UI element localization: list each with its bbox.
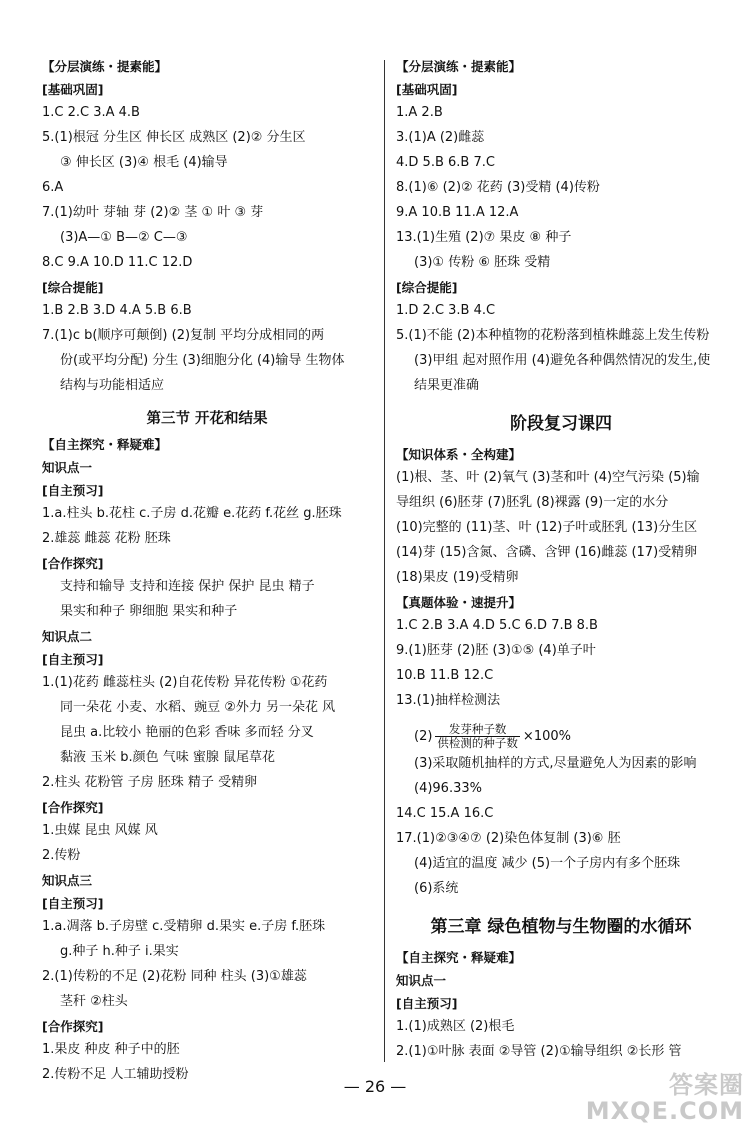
answer-line: 支持和输导 支持和连接 保护 保护 昆虫 精子 xyxy=(60,579,315,594)
review-lesson-title: 阶段复习课四 xyxy=(510,414,612,434)
subsection-header: [基础巩固] xyxy=(42,82,104,97)
answer-line: 2.雄蕊 雌蕊 花粉 胚珠 xyxy=(42,531,171,546)
knowledge-point-title: 知识点二 xyxy=(42,629,93,644)
section-header: 【分层演练・提素能】 xyxy=(42,59,168,74)
subsection-header: [合作探究] xyxy=(42,800,104,815)
answer-line: 2.柱头 花粉管 子房 胚珠 精子 受精卵 xyxy=(42,775,258,790)
answer-line: 结果更准确 xyxy=(414,378,480,393)
section-header: 【真题体验・速提升】 xyxy=(396,595,522,610)
answer-line: 1.虫媒 昆虫 风媒 风 xyxy=(42,823,158,838)
answer-line: 9.(1)胚芽 (2)胚 (3)①⑤ (4)单子叶 xyxy=(396,643,596,658)
answer-line: 14.C 15.A 16.C xyxy=(396,806,494,821)
subsection-header: [基础巩固] xyxy=(396,82,458,97)
subsection-header: [综合提能] xyxy=(396,280,458,295)
answer-line: (1)根、茎、叶 (2)氧气 (3)茎和叶 (4)空气污染 (5)输 xyxy=(396,470,700,485)
answer-line: 1.C 2.C 3.A 4.B xyxy=(42,105,140,120)
left-column xyxy=(42,58,372,1091)
page-number: — 26 — xyxy=(343,1077,407,1096)
subsection-header: [自主预习] xyxy=(42,483,104,498)
answer-line: 2.(1)①叶脉 表面 ②导管 (2)①输导组织 ②长形 管 xyxy=(396,1044,682,1059)
subsection-header: [合作探究] xyxy=(42,1019,104,1034)
watermark-logo: 答案圈 MXQE.COM xyxy=(585,1071,744,1125)
answer-line: 8.C 9.A 10.D 11.C 12.D xyxy=(42,255,193,270)
answer-line: 2.传粉 xyxy=(42,848,81,863)
answer-line: (18)果皮 (19)受精卵 xyxy=(396,570,519,585)
fraction-numerator: 发芽种子数 xyxy=(435,723,520,737)
answer-line: 5.(1)根冠 分生区 伸长区 成熟区 (2)② 分生区 xyxy=(42,130,306,145)
section-header: 【分层演练・提素能】 xyxy=(396,59,522,74)
answer-line: ③ 伸长区 (3)④ 根毛 (4)输导 xyxy=(60,155,228,170)
answer-line: 1.A 2.B xyxy=(396,105,443,120)
answer-line: (3)① 传粉 ⑥ 胚珠 受精 xyxy=(414,255,551,270)
answer-line: 8.(1)⑥ (2)② 花药 (3)受精 (4)传粉 xyxy=(396,180,600,195)
answer-line: 7.(1)c b(顺序可颠倒) (2)复制 平均分成相同的两 xyxy=(42,328,325,343)
fraction-denominator: 供检测的种子数 xyxy=(437,735,518,750)
answer-line: 1.B 2.B 3.D 4.A 5.B 6.B xyxy=(42,303,192,318)
section-title: 第三节 开花和结果 xyxy=(146,410,268,427)
answer-line: 份(或平均分配) 分生 (3)细胞分化 (4)输导 生物体 xyxy=(60,353,345,368)
answer-line: 2.传粉不足 人工辅助授粉 xyxy=(42,1067,189,1082)
formula-suffix: ×100% xyxy=(522,728,571,744)
answer-line: 1.C 2.B 3.A 4.D 5.C 6.D 7.B 8.B xyxy=(396,618,598,633)
answer-line: 7.(1)幼叶 芽轴 芽 (2)② 茎 ① 叶 ③ 芽 xyxy=(42,205,264,220)
answer-line: 导组织 (6)胚芽 (7)胚乳 (8)裸露 (9)一定的水分 xyxy=(396,495,669,510)
subsection-header: [自主预习] xyxy=(42,896,104,911)
formula-line xyxy=(396,717,726,755)
subsection-header: [自主预习] xyxy=(42,652,104,667)
answer-line: 2.(1)传粉的不足 (2)花粉 同种 柱头 (3)①雄蕊 xyxy=(42,969,307,984)
formula-prefix: (2) xyxy=(414,728,433,744)
section-header: 【自主探究・释疑难】 xyxy=(396,950,522,965)
answer-line: 17.(1)②③④⑦ (2)染色体复制 (3)⑥ 胚 xyxy=(396,831,621,846)
answer-line: (3)采取随机抽样的方式,尽量避免人为因素的影响 xyxy=(414,756,697,771)
chapter-title: 第三章 绿色植物与生物圈的水循环 xyxy=(430,917,692,937)
knowledge-point-title: 知识点一 xyxy=(42,460,93,475)
section-header: 【知识体系・全构建】 xyxy=(396,447,522,462)
subsection-header: [合作探究] xyxy=(42,556,104,571)
answer-line: 4.D 5.B 6.B 7.C xyxy=(396,155,495,170)
answer-line: 1.D 2.C 3.B 4.C xyxy=(396,303,496,318)
answer-line: 1.a.柱头 b.花柱 c.子房 d.花瓣 e.花药 f.花丝 g.胚珠 xyxy=(42,506,342,521)
answer-line: (4)适宜的温度 减少 (5)一个子房内有多个胚珠 xyxy=(414,856,681,871)
right-column xyxy=(396,58,726,1068)
answer-line: 1.(1)成熟区 (2)根毛 xyxy=(396,1019,515,1034)
answer-line: 1.果皮 种皮 种子中的胚 xyxy=(42,1042,180,1057)
answer-line: 1.(1)花药 雌蕊柱头 (2)自花传粉 异花传粉 ①花药 xyxy=(42,675,328,690)
answer-line: 3.(1)A (2)雌蕊 xyxy=(396,130,485,145)
answer-line: 同一朵花 小麦、水稻、豌豆 ②外力 另一朵花 风 xyxy=(60,700,336,715)
answer-line: (6)系统 xyxy=(414,881,459,896)
answer-line: (3)甲组 起对照作用 (4)避免各种偶然情况的发生,使 xyxy=(414,353,711,368)
answer-line: 5.(1)不能 (2)本种植物的花粉落到植株雌蕊上发生传粉 xyxy=(396,328,710,343)
answer-line: 昆虫 a.比较小 艳丽的色彩 香味 多而轻 分叉 xyxy=(60,725,314,740)
answer-line: 9.A 10.B 11.A 12.A xyxy=(396,205,519,220)
answer-line: 1.a.凋落 b.子房壁 c.受精卵 d.果实 e.子房 f.胚珠 xyxy=(42,919,326,934)
answer-line: (4)96.33% xyxy=(414,781,482,796)
answer-line: 黏液 玉米 b.颜色 气味 蜜腺 鼠尾草花 xyxy=(60,750,276,765)
column-divider xyxy=(384,60,385,1062)
answer-line: (14)芽 (15)含氮、含磷、含钾 (16)雌蕊 (17)受精卵 xyxy=(396,545,698,560)
answer-line: 结构与功能相适应 xyxy=(60,378,165,393)
answer-line: 10.B 11.B 12.C xyxy=(396,668,494,683)
answer-line: 茎秆 ②柱头 xyxy=(60,994,128,1009)
answer-line: (3)A—① B—② C—③ xyxy=(60,230,188,245)
answer-line: 果实和种子 卵细胞 果实和种子 xyxy=(60,604,238,619)
answer-line: 13.(1)抽样检测法 xyxy=(396,693,501,708)
section-header: 【自主探究・释疑难】 xyxy=(42,437,168,452)
knowledge-point-title: 知识点一 xyxy=(396,973,447,988)
subsection-header: [综合提能] xyxy=(42,280,104,295)
answer-line: 6.A xyxy=(42,180,64,195)
knowledge-point-title: 知识点三 xyxy=(42,873,93,888)
subsection-header: [自主预习] xyxy=(396,996,458,1011)
germination-rate-fraction xyxy=(435,723,520,750)
answer-line: g.种子 h.种子 i.果实 xyxy=(60,944,179,959)
answer-line: 13.(1)生殖 (2)⑦ 果皮 ⑧ 种子 xyxy=(396,230,572,245)
answer-line: (10)完整的 (11)茎、叶 (12)子叶或胚乳 (13)分生区 xyxy=(396,520,698,535)
